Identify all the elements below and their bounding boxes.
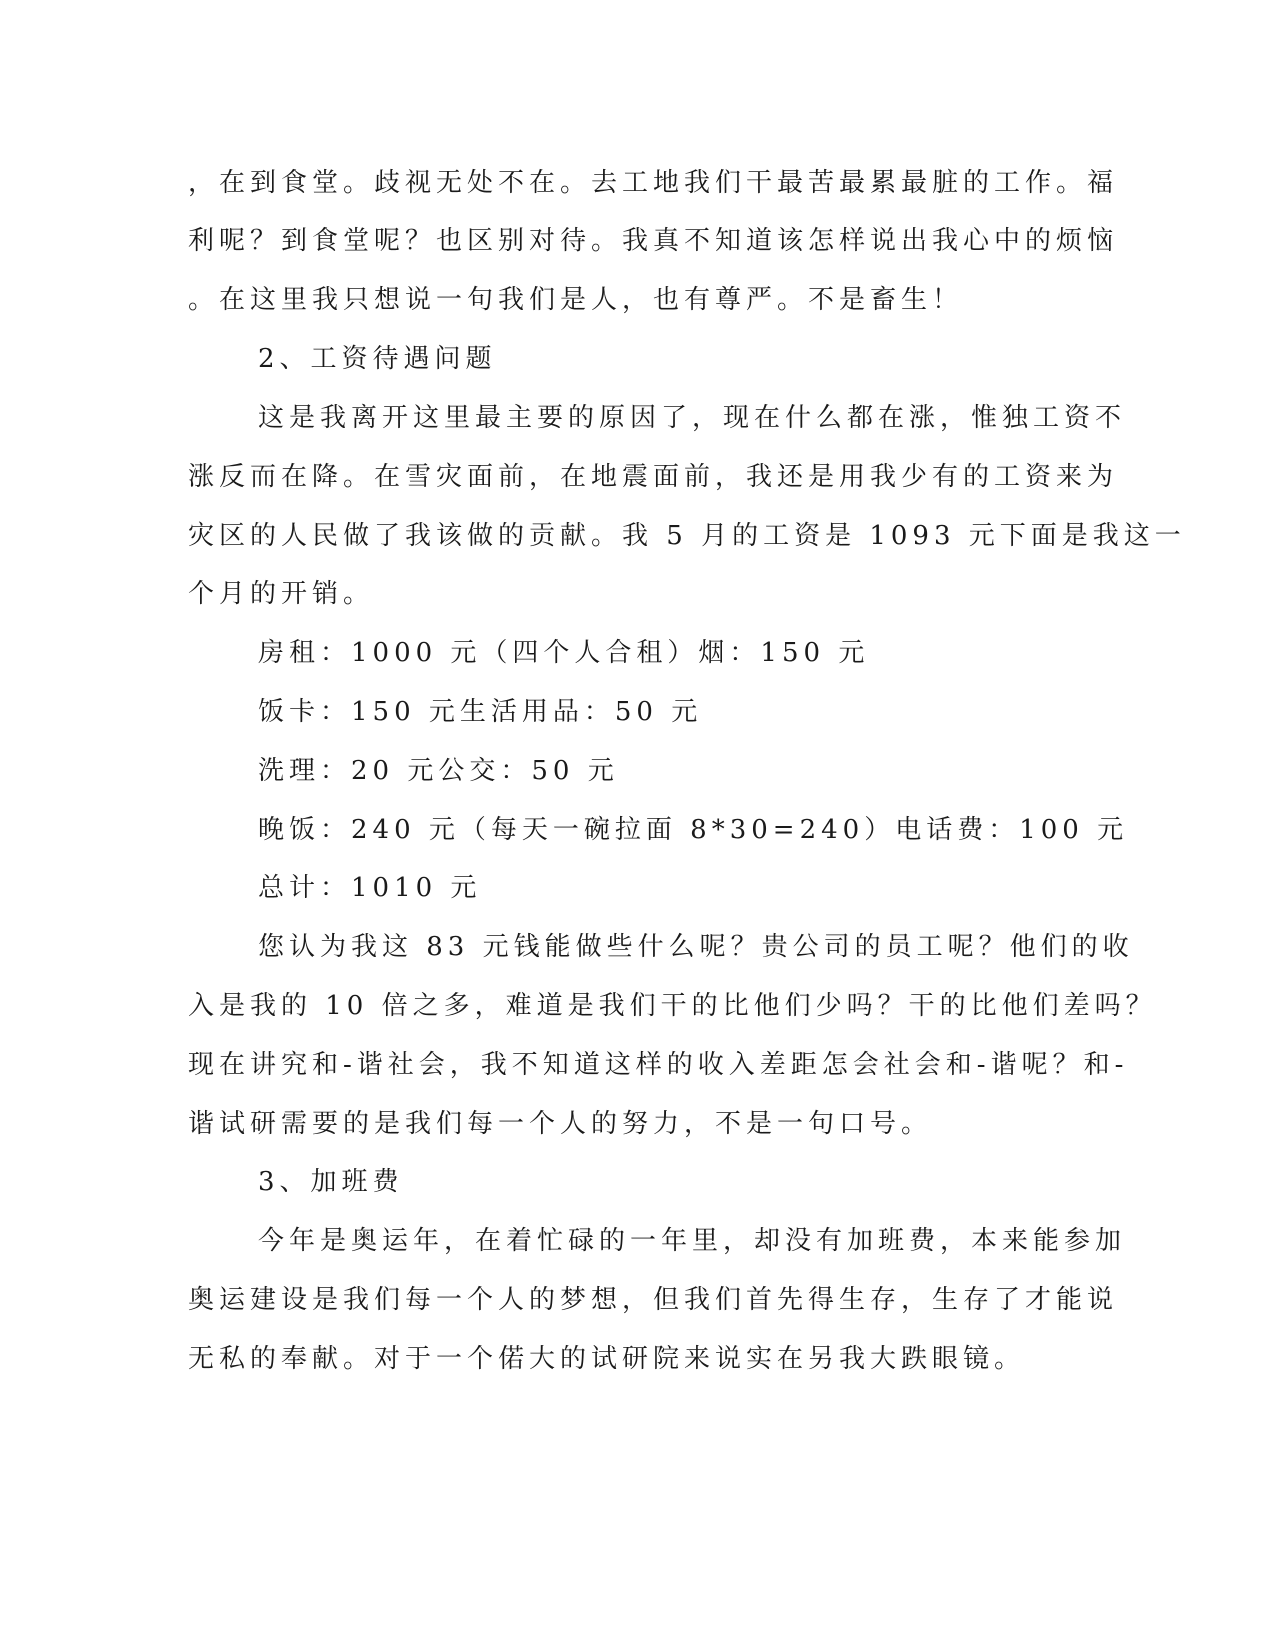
text-line: 利呢？到食堂呢？也区别对待。我真不知道该怎样说出我心中的烦恼 <box>188 226 1119 256</box>
text-line: 这是我离开这里最主要的原因了，现在什么都在涨，惟独工资不 <box>258 403 1127 433</box>
text-line: 今年是奥运年，在着忙碌的一年里，却没有加班费，本来能参加 <box>258 1226 1127 1256</box>
expense-item: 房租：1000 元（四个人合租）烟：150 元 <box>258 638 870 668</box>
expense-item: 晚饭：240 元（每天一碗拉面 8*30=240）电话费：100 元 <box>258 815 1129 845</box>
expense-item: 饭卡：150 元生活用品：50 元 <box>258 697 703 727</box>
text-line: 现在讲究和-谐社会，我不知道这样的收入差距怎会社会和-谐呢？和- <box>188 1050 1129 1080</box>
expense-total: 总计：1010 元 <box>258 873 482 903</box>
text-line: 个月的开销。 <box>188 579 375 609</box>
text-line: 涨反而在降。在雪灾面前，在地震面前，我还是用我少有的工资来为 <box>188 462 1119 492</box>
text-line: 谐试研需要的是我们每一个人的努力，不是一句口号。 <box>188 1109 933 1139</box>
text-line: 奥运建设是我们每一个人的梦想，但我们首先得生存，生存了才能说 <box>188 1285 1119 1315</box>
text-line: 您认为我这 83 元钱能做些什么呢？贵公司的员工呢？他们的收 <box>258 932 1134 962</box>
text-line: 。在这里我只想说一句我们是人，也有尊严。不是畜生！ <box>188 285 964 315</box>
text-line: 无私的奉献。对于一个偌大的试研院来说实在另我大跌眼镜。 <box>188 1344 1026 1374</box>
text-line: 灾区的人民做了我该做的贡献。我 5 月的工资是 1093 元下面是我这一 <box>188 521 1186 551</box>
text-line: ，在到食堂。歧视无处不在。去工地我们干最苦最累最脏的工作。福 <box>188 168 1119 198</box>
text-line: 入是我的 10 倍之多，难道是我们干的比他们少吗？干的比他们差吗？ <box>188 991 1157 1021</box>
section-heading: 3、加班费 <box>258 1167 404 1197</box>
section-heading: 2、工资待遇问题 <box>258 344 497 374</box>
expense-item: 洗理：20 元公交：50 元 <box>258 756 619 786</box>
